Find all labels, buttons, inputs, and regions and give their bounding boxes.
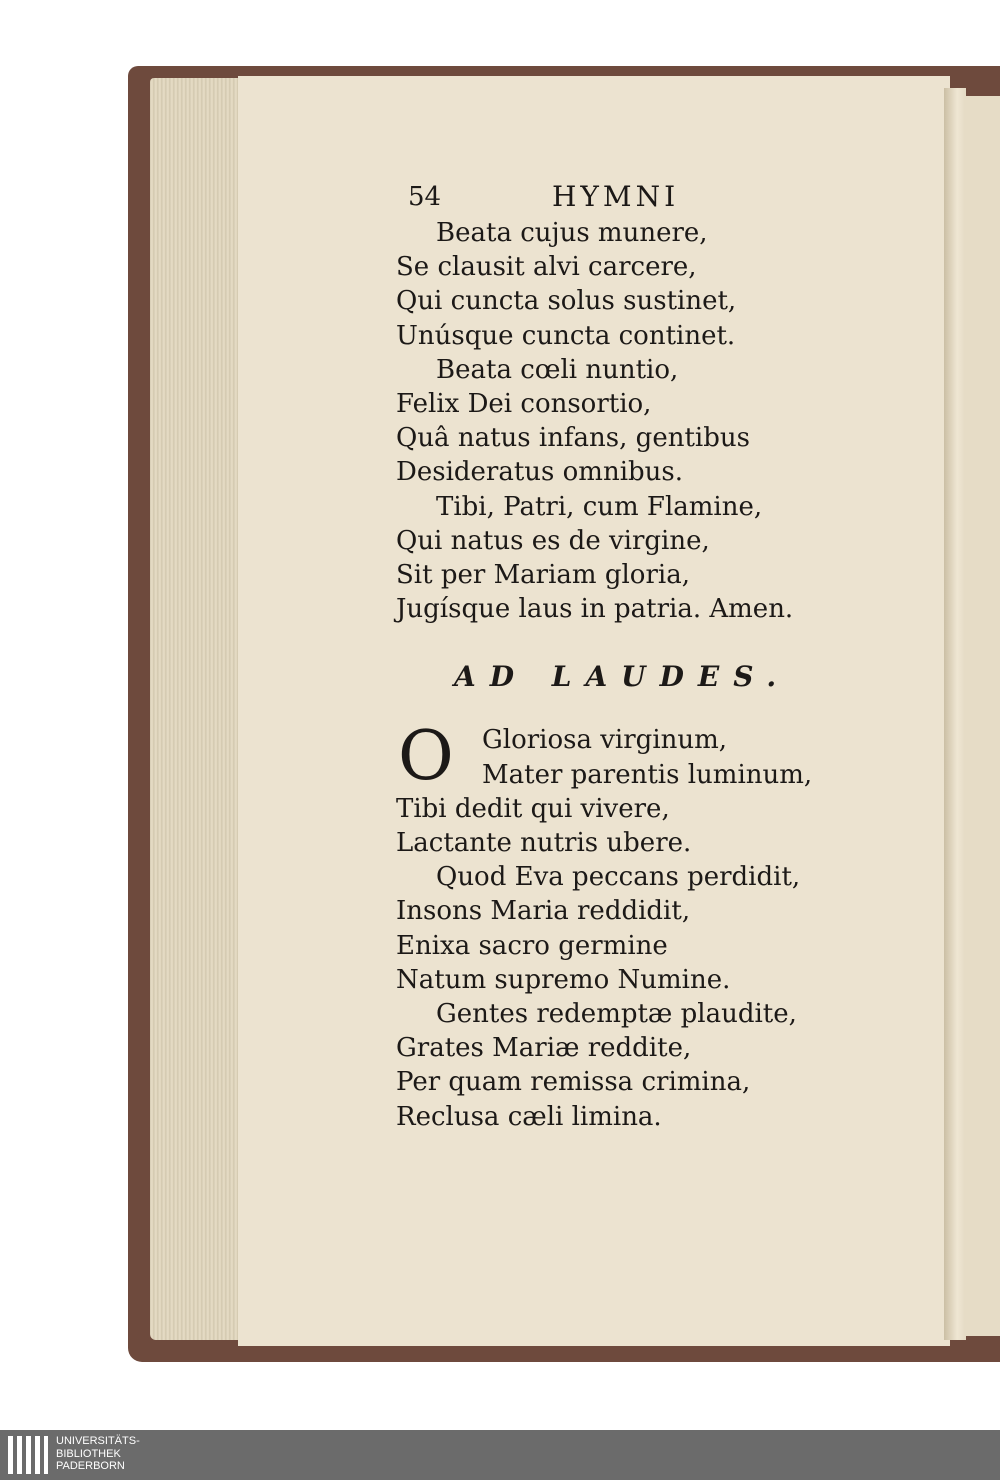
verse-line: Tibi, Patri, cum Flamine, <box>436 491 763 522</box>
verse-line: Insons Maria reddidit, <box>396 896 691 927</box>
drop-cap: O <box>398 717 454 797</box>
running-head-title: HYMNI <box>552 180 680 213</box>
running-head <box>396 180 866 216</box>
verse-line: Qui natus es de virgine, <box>396 525 710 556</box>
library-footer <box>0 1430 1000 1480</box>
page-edges <box>150 78 242 1340</box>
library-name-line: PADERBORN <box>56 1460 125 1472</box>
verse-line: Gloriosa virginum, <box>482 725 728 756</box>
verse-line: Mater parentis luminum, <box>482 759 813 790</box>
library-logo-icon <box>8 1436 48 1474</box>
verse-line: Tibi dedit qui vivere, <box>396 793 670 824</box>
section-heading: AD LAUDES. <box>454 660 791 694</box>
verse-line: Beata cujus munere, <box>436 218 708 248</box>
verse-line: Per quam remissa crimina, <box>396 1067 751 1098</box>
verse-line: Se clausit alvi carcere, <box>396 252 697 283</box>
verse-line: Qui cuncta solus sustinet, <box>396 286 737 317</box>
verse-line: Gentes redemptæ plaudite, <box>436 999 797 1030</box>
facing-page-edge <box>964 96 1000 1336</box>
verse-line: Unúsque cuncta continet. <box>396 320 736 351</box>
stanza <box>396 216 866 353</box>
verse-line: Felix Dei consortio, <box>396 389 652 420</box>
stanza <box>396 997 866 1134</box>
verse-line: Lactante nutris ubere. <box>396 828 692 859</box>
verse-line: Jugísque laus in patria. Amen. <box>396 594 794 625</box>
verse-line: Grates Mariæ reddite, <box>396 1033 692 1064</box>
book-gutter <box>944 88 966 1340</box>
verse-line: Beata cœli nuntio, <box>436 354 679 385</box>
verse-line: Natum supremo Numine. <box>396 964 731 995</box>
page-text <box>396 180 866 1134</box>
verse-line: Quod Eva peccans perdidit, <box>436 862 801 893</box>
page-number: 54 <box>408 182 442 212</box>
stanza <box>396 860 866 997</box>
verse-line: Sit per Mariam gloria, <box>396 560 690 591</box>
library-name-line: BIBLIOTHEK <box>56 1447 121 1460</box>
stanza <box>396 490 866 627</box>
library-name <box>56 1435 140 1473</box>
stanza <box>396 353 866 490</box>
library-name-line: UNIVERSITÄTS- <box>56 1435 140 1447</box>
verse-line: Desideratus omnibus. <box>396 457 684 488</box>
verse-line: Quâ natus infans, gentibus <box>396 423 750 454</box>
verse-line: Enixa sacro germine <box>396 930 668 961</box>
stanza <box>396 717 866 860</box>
verse-line: Reclusa cæli limina. <box>396 1101 662 1132</box>
